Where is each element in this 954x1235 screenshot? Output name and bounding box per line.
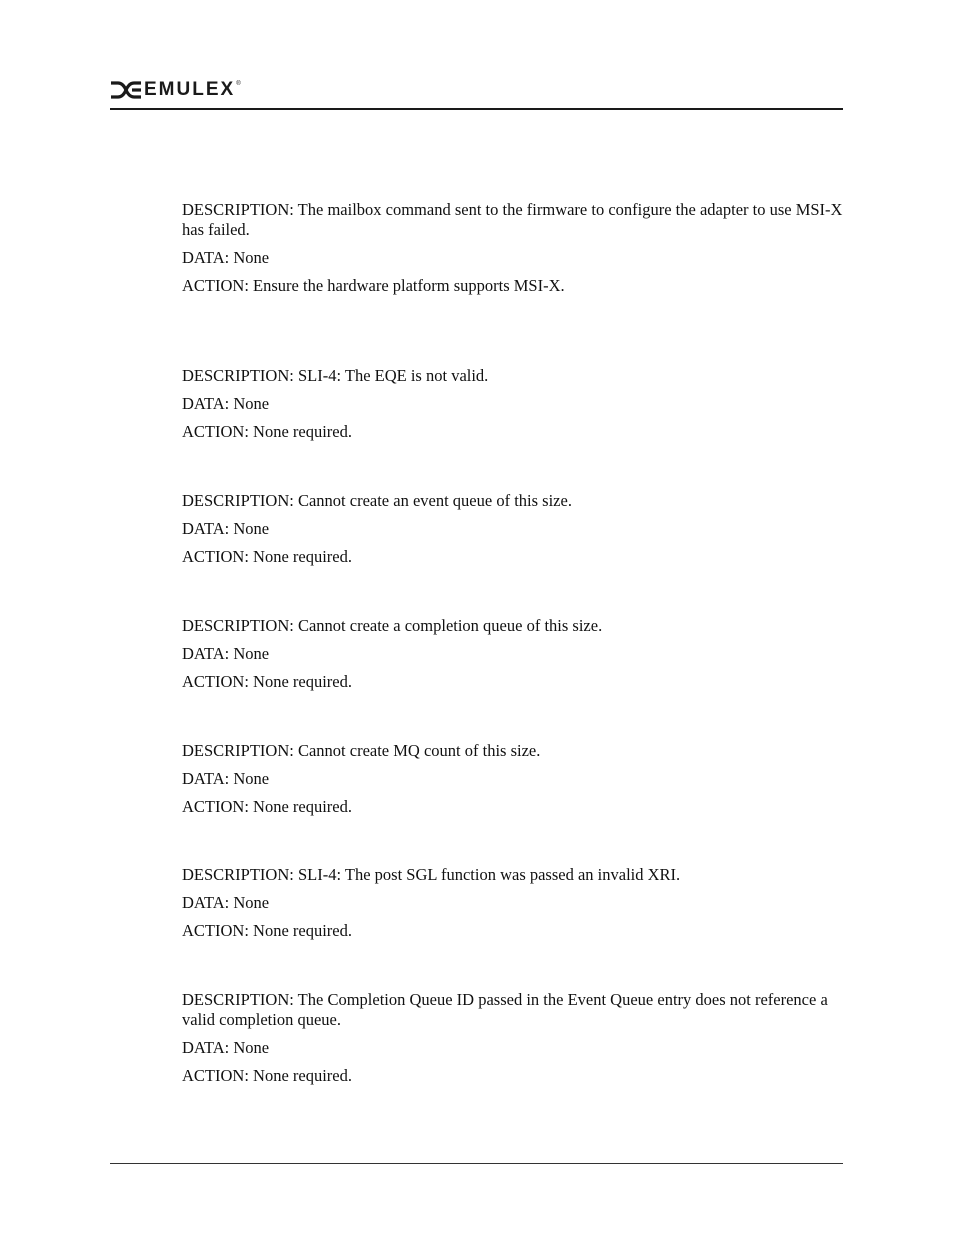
message-entry <box>182 200 844 296</box>
footer-divider <box>110 1163 843 1164</box>
logo-wordmark: EMULEX <box>144 79 236 100</box>
message-entry <box>182 616 844 692</box>
entry-action: ACTION: Ensure the hardware platform supports MSI-X. <box>182 276 565 295</box>
message-entry <box>182 491 844 567</box>
entry-data: DATA: None <box>182 644 270 663</box>
entry-description: DESCRIPTION: The Completion Queue ID passed in the Event Queue entry does not reference a valid completion queue. <box>182 990 828 1029</box>
entry-action: ACTION: None required. <box>182 422 352 441</box>
emulex-logo <box>110 78 241 102</box>
message-entry <box>182 741 844 817</box>
entry-description: DESCRIPTION: SLI-4: The post SGL function was passed an invalid XRI. <box>182 865 681 884</box>
entry-description: DESCRIPTION: SLI-4: The EQE is not valid. <box>182 366 489 385</box>
entry-data: DATA: None <box>182 769 270 788</box>
entry-description: DESCRIPTION: The mailbox command sent to the firmware to configure the adapter to use MSI-X has failed. <box>182 200 843 239</box>
message-entry <box>182 366 844 442</box>
entry-action: ACTION: None required. <box>182 1066 352 1085</box>
entry-description: DESCRIPTION: Cannot create an event queue of this size. <box>182 491 572 510</box>
entry-description: DESCRIPTION: Cannot create MQ count of this size. <box>182 741 541 760</box>
entry-action: ACTION: None required. <box>182 797 352 816</box>
entry-action: ACTION: None required. <box>182 547 352 566</box>
message-entry <box>182 990 844 1086</box>
header-divider <box>110 108 843 110</box>
entry-action: ACTION: None required. <box>182 672 352 691</box>
message-entry <box>182 865 844 941</box>
entry-data: DATA: None <box>182 1038 270 1057</box>
emulex-logo-icon <box>110 80 142 100</box>
page-header <box>110 78 843 110</box>
logo-trademark: ® <box>236 81 241 87</box>
entry-data: DATA: None <box>182 248 270 267</box>
entry-data: DATA: None <box>182 394 270 413</box>
entry-data: DATA: None <box>182 519 270 538</box>
entry-action: ACTION: None required. <box>182 921 352 940</box>
entry-description: DESCRIPTION: Cannot create a completion queue of this size. <box>182 616 603 635</box>
entry-data: DATA: None <box>182 893 270 912</box>
